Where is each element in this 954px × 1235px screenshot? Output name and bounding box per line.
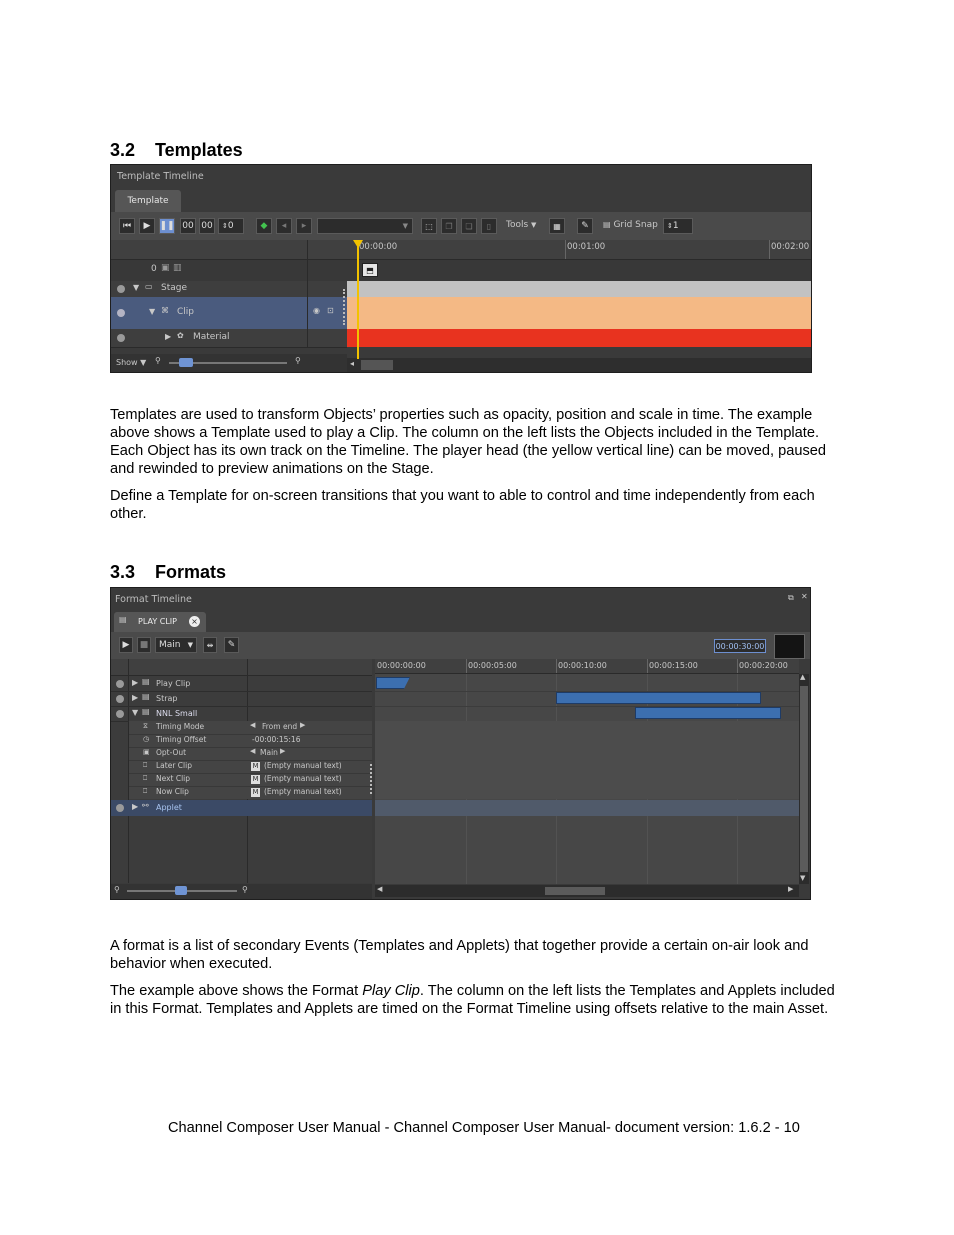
ruler-label: 00:00:05:00 (468, 661, 517, 670)
clock-icon: ◷ (143, 735, 150, 743)
property-label: Timing Mode (156, 722, 205, 731)
property-label: Later Clip (156, 761, 192, 770)
scroll-down-icon[interactable]: ▼ (800, 874, 806, 882)
event-label: NNL Small (156, 709, 198, 718)
next-key-icon: ▸ (301, 221, 307, 231)
visibility-dot[interactable] (117, 309, 125, 317)
hourglass-icon: ⧖ (143, 722, 148, 730)
formats-paragraph-1: A format is a list of secondary Events (Templates and Applets) that together provide a certain on-air look and behavior when executed. (110, 938, 809, 972)
next-option-icon[interactable]: ▶ (280, 747, 286, 755)
eye-icon[interactable]: ◉ (313, 306, 320, 315)
play-icon: ▶ (143, 221, 151, 231)
chevron-down-icon: ▼ (187, 641, 193, 649)
track-clip[interactable] (347, 297, 811, 329)
property-value: (Empty manual text) (264, 774, 342, 783)
timecode-value: 00:00:30:00 (715, 641, 765, 651)
expand-arrow-icon[interactable]: ▶ (132, 678, 139, 687)
frame-stepper[interactable] (218, 218, 244, 234)
ruler-label: 00:01:00 (567, 242, 606, 252)
frame-field-b[interactable] (199, 218, 215, 234)
event-row-applet[interactable] (111, 800, 372, 816)
layer-count: 0 (151, 264, 157, 274)
frame-field-b-value: 00 (201, 221, 213, 231)
property-grid (129, 721, 372, 799)
select-tool-button[interactable] (421, 218, 437, 234)
split-icon: ⇹ (206, 640, 214, 650)
collapse-arrow-icon[interactable]: ▼ (149, 307, 156, 316)
layer-row-clip[interactable] (111, 297, 347, 330)
event-row-play-clip[interactable] (111, 677, 372, 692)
template-icon: ▤ (142, 677, 150, 686)
grid-snap-stepper[interactable] (663, 218, 693, 234)
event-label: Play Clip (156, 679, 191, 688)
section-number: 3.3 (110, 562, 136, 582)
track-stage[interactable] (347, 281, 811, 297)
event-bar-strap[interactable] (556, 692, 761, 704)
zoom-in-icon[interactable]: ⚲ (242, 885, 248, 894)
main-select-value: Main (159, 640, 181, 650)
trash-icon[interactable]: ▥ (173, 263, 182, 273)
delete-key-button[interactable] (481, 218, 497, 234)
lock-icon[interactable]: ▣ (161, 263, 170, 273)
zoom-slider-thumb[interactable] (179, 358, 193, 367)
time-ruler[interactable] (347, 240, 811, 260)
tools-menu[interactable] (506, 220, 536, 230)
copy-icon: ❐ (445, 221, 453, 231)
wrench-button[interactable] (577, 218, 593, 234)
frame-field-a[interactable] (180, 218, 196, 234)
layer-label: Stage (161, 283, 188, 293)
applet-icon: ⚯ (142, 801, 149, 810)
event-label: Strap (156, 694, 178, 703)
section-heading-formats (110, 562, 226, 583)
section-title: Formats (155, 562, 227, 582)
wrench-icon: ✎ (581, 221, 589, 231)
visibility-dot[interactable] (117, 334, 125, 342)
zoom-out-icon[interactable]: ⚲ (155, 356, 161, 365)
settings-button[interactable] (549, 218, 565, 234)
templates-paragraph-1: Templates are used to transform Objects’ properties such as opacity, position and scale in time. The example above shows a Template used to play a Clip. The column on the left lists the Objects included in the Template. Each Object has its own track on the Timeline. The player head (the yellow vertical line) can be moved, paused and rewinded to preview animations on the Stage. (110, 407, 827, 477)
rewind-button[interactable] (119, 218, 135, 234)
template-timeline-panel (110, 164, 812, 373)
property-value: Main (260, 748, 278, 757)
show-menu[interactable]: Show ▼ (116, 358, 147, 367)
expand-arrow-icon[interactable]: ▶ (132, 693, 139, 702)
preview-thumbnail (774, 634, 805, 659)
grid-icon: ▤ (603, 220, 611, 229)
property-value: -00:00:15:16 (252, 735, 301, 744)
playhead[interactable] (357, 241, 359, 359)
visibility-dot[interactable] (116, 710, 124, 718)
scrollbar-thumb[interactable] (800, 686, 808, 872)
format-timeline-panel (110, 587, 811, 900)
property-row-later-clip[interactable] (129, 760, 372, 774)
section-title: Templates (155, 140, 243, 160)
panel-title: Template Timeline (117, 171, 204, 182)
clip-field-icon: ⎕ (143, 787, 148, 795)
scroll-up-icon[interactable]: ▲ (800, 673, 806, 681)
scroll-right-icon[interactable]: ▶ (788, 885, 794, 893)
next-key-button[interactable] (296, 218, 312, 234)
close-icon[interactable]: ✕ (801, 592, 808, 601)
manual-text-icon: M (252, 788, 259, 796)
paste-button[interactable] (461, 218, 477, 234)
visibility-dot[interactable] (116, 804, 124, 812)
rewind-icon: ⏮ (122, 221, 132, 231)
property-label: Timing Offset (156, 735, 207, 744)
formats-paragraph-2-end: . The column on the left lists the Templates and Applets included in this Format. Templates and Applets are timed on the Format Timeline using offsets relative to the main Asset. (110, 983, 835, 1017)
visibility-dot[interactable] (117, 285, 125, 293)
stop-button[interactable] (137, 637, 151, 653)
layer-row-stage[interactable] (111, 281, 347, 298)
visibility-dot[interactable] (116, 695, 124, 703)
ruler-label: 00:00:00:00 (377, 661, 426, 670)
tab-play-clip[interactable] (114, 612, 206, 632)
horizontal-scrollbar[interactable] (375, 885, 799, 897)
play-button[interactable] (139, 218, 155, 234)
wrench-icon: ✎ (227, 640, 236, 650)
close-tab-icon[interactable]: × (189, 616, 200, 627)
property-label: Now Clip (156, 787, 189, 796)
playhead-handle-icon[interactable] (353, 240, 363, 248)
add-key-button[interactable] (256, 218, 272, 234)
stepper-icon: ⇕ (667, 222, 673, 230)
stop-icon: ■ (139, 640, 149, 650)
zoom-slider-thumb[interactable] (175, 886, 187, 895)
scrollbar-thumb[interactable] (545, 887, 605, 895)
vertical-scrollbar[interactable] (799, 674, 809, 884)
play-icon: ▶ (122, 640, 130, 650)
tools-label: Tools (506, 220, 529, 230)
tab-template[interactable] (115, 190, 181, 212)
property-row-next-clip[interactable] (129, 773, 372, 787)
toolbar (111, 632, 810, 659)
ruler-label: 00:02:00 (771, 242, 810, 252)
marquee-icon: ⬚ (425, 221, 433, 231)
zoom-out-icon[interactable]: ⚲ (114, 885, 120, 894)
material-icon: ✿ (177, 331, 184, 340)
interpolation-dropdown[interactable] (317, 218, 413, 234)
ruler-label: 00:00:20:00 (739, 661, 788, 670)
templates-paragraph-2: Define a Template for on-screen transitions that you want to able to control and time independently from each other. (110, 488, 815, 522)
property-value: (Empty manual text) (264, 787, 342, 796)
prev-key-button[interactable] (276, 218, 292, 234)
calculator-icon: ▦ (553, 221, 561, 231)
layer-label: Clip (177, 307, 194, 317)
diamond-icon: ◆ (260, 221, 268, 231)
layer-row-material[interactable] (111, 329, 347, 348)
property-row-opt-out[interactable] (129, 747, 372, 761)
zoom-in-icon[interactable]: ⚲ (295, 356, 301, 365)
ruler-label: 00:00:10:00 (558, 661, 607, 670)
formats-paragraph-2 (110, 982, 850, 1018)
pause-button[interactable] (159, 218, 175, 234)
format-name-emphasis: Play Clip (362, 983, 420, 999)
event-row-nnl-small[interactable] (111, 707, 372, 722)
ruler-label: 00:00:00 (359, 242, 398, 252)
horizontal-scrollbar[interactable] (347, 358, 811, 372)
event-label: Applet (156, 803, 182, 812)
grid-snap-label: Grid Snap (613, 220, 658, 230)
splitter-handle[interactable] (370, 764, 374, 794)
split-button[interactable] (203, 637, 217, 653)
prev-option-icon[interactable]: ◀ (250, 747, 256, 755)
next-option-icon[interactable]: ▶ (300, 721, 306, 729)
formats-paragraph-2-start: The example above shows the Format (110, 983, 363, 999)
clip-icon: ⌘ (161, 306, 169, 315)
track-row-header (347, 260, 811, 281)
expand-arrow-icon[interactable]: ▶ (132, 802, 139, 811)
clip-field-icon: ⎕ (143, 761, 148, 769)
layer-footer (111, 354, 347, 372)
show-label: Show (116, 358, 138, 367)
event-list-footer (111, 884, 372, 899)
clip-field-icon: ⎕ (143, 774, 148, 782)
expand-arrow-icon[interactable]: ▶ (165, 332, 172, 341)
chevron-down-icon: ▼ (402, 222, 408, 230)
property-row-now-clip[interactable] (129, 786, 372, 799)
trash-icon: ▯ (486, 221, 492, 231)
toolbar (111, 212, 811, 240)
property-value: (Empty manual text) (264, 761, 342, 770)
layer-list-header (111, 240, 347, 260)
property-row-timing-offset[interactable] (129, 734, 372, 748)
event-bar-play-clip[interactable] (376, 677, 410, 689)
grid-snap-toggle[interactable] (603, 220, 658, 230)
template-icon: ▤ (142, 707, 150, 716)
property-label: Opt-Out (156, 748, 187, 757)
ruler-label: 00:00:15:00 (649, 661, 698, 670)
property-value: From end (262, 722, 298, 731)
prev-option-icon[interactable]: ◀ (250, 721, 256, 729)
paste-icon: ❏ (465, 221, 473, 231)
format-timeline-area[interactable] (375, 659, 799, 884)
layer-row-header (111, 260, 347, 282)
event-row-strap[interactable] (111, 692, 372, 707)
scroll-left-icon[interactable]: ◀ (377, 885, 383, 893)
tab-label: Template (127, 196, 169, 206)
event-bar-nnl-small[interactable] (635, 707, 781, 719)
stepper-icon: ⇕ (222, 222, 228, 230)
collapse-arrow-icon[interactable]: ▼ (132, 708, 139, 717)
frame-stepper-value: 0 (227, 221, 234, 231)
grid-snap-value: 1 (672, 221, 679, 231)
play-button[interactable] (119, 637, 133, 653)
monitor-icon: ▭ (145, 282, 153, 291)
manual-text-icon: M (252, 762, 259, 770)
splitter-handle[interactable] (343, 289, 347, 325)
duration-timecode-field[interactable] (714, 639, 766, 653)
scrollbar-thumb[interactable] (361, 360, 393, 370)
format-icon: ▤ (119, 615, 127, 624)
template-icon: ▤ (142, 692, 150, 701)
manual-text-icon: M (252, 775, 259, 783)
collapse-arrow-icon[interactable]: ▼ (133, 283, 140, 292)
layer-label: Material (193, 332, 230, 342)
property-label: Next Clip (156, 774, 191, 783)
property-row-timing-mode[interactable] (129, 721, 372, 735)
opt-out-icon: ▣ (143, 748, 150, 756)
prev-key-icon: ◂ (281, 221, 287, 231)
copy-button[interactable] (441, 218, 457, 234)
section-number: 3.2 (110, 140, 136, 160)
time-ruler[interactable] (375, 659, 799, 674)
visibility-dot[interactable] (116, 680, 124, 688)
wrench-button[interactable] (224, 637, 239, 653)
main-select[interactable] (155, 637, 197, 653)
scroll-left-icon[interactable]: ◂ (350, 359, 355, 368)
chevron-down-icon: ▼ (531, 221, 537, 229)
section-heading-templates (110, 140, 243, 161)
frame-field-a-value: 00 (182, 221, 194, 231)
track-material[interactable] (347, 329, 811, 347)
pause-icon: ❚❚ (159, 221, 175, 231)
panel-title: Format Timeline (115, 594, 192, 605)
page-footer: Channel Composer User Manual - Channel Composer User Manual- document version: 1.6.2 - 10 (168, 1120, 800, 1136)
tab-label: PLAY CLIP (138, 617, 177, 626)
event-list (111, 659, 372, 883)
keyframe-icon[interactable]: ⬒ (362, 263, 378, 277)
lock-icon[interactable]: ⊡ (327, 306, 334, 315)
restore-window-icon[interactable]: ⧉ (788, 593, 794, 602)
